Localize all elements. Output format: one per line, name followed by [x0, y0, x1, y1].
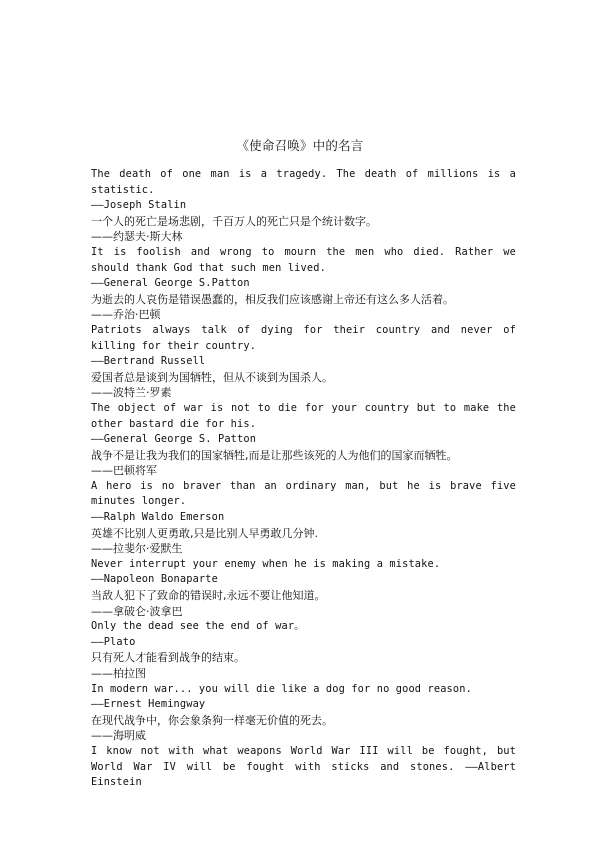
quote-line: The death of one man is a tragedy. The death of millions is a statistic.	[91, 168, 523, 196]
quote-line: ——Ralph Waldo Emerson	[91, 511, 225, 524]
quote-line: Only the dead see the end of war。	[91, 620, 305, 633]
quote-line: ——General George S.Patton	[91, 277, 250, 290]
quote-line: ——拿破仑·波拿巴	[91, 604, 183, 618]
quote-line: ——乔治·巴顿	[91, 308, 161, 322]
quote-line: 战争不是让我为我们的国家牺牲,而是让那些该死的人为他们的国家而牺牲。	[91, 448, 458, 462]
quote-line: 只有死人才能看到战争的结束。	[91, 651, 245, 665]
quote-line: It is foolish and wrong to mourn the men who died. Rather we should thank God that such men lived.	[91, 245, 523, 274]
quote-line: The object of war is not to die for your country but to make the other bastard die for his.	[91, 401, 523, 430]
quote-line: ——波特兰·罗素	[91, 386, 172, 400]
quote-line: ——Plato	[91, 635, 136, 648]
quote-line: ——Bertrand Russell	[91, 355, 206, 368]
quote-line: A hero is no braver than an ordinary man, but he is brave five minutes longer.	[91, 479, 523, 508]
page-title: 《使命召唤》中的名言	[236, 138, 364, 153]
quote-line: ——General George S. Patton	[91, 433, 257, 446]
quote-line: 一个人的死亡是场悲剧，千百万人的死亡只是个统计数字。	[91, 214, 377, 228]
quote-line: ——约瑟夫·斯大林	[91, 230, 183, 244]
quote-line: 为逝去的人哀伤是错误愚蠢的，相反我们应该感谢上帝还有这么多人活着。	[91, 292, 454, 306]
quote-line: ——柏拉图	[91, 667, 146, 680]
quote-line: 在现代战争中，你会象条狗一样毫无价值的死去。	[91, 713, 333, 727]
quote-line: ——拉斐尔·爱默生	[91, 542, 183, 556]
quote-line: 英雄不比别人更勇敢,只是比别人早勇敢几分钟.	[91, 526, 318, 540]
quote-line: ——海明威	[91, 729, 146, 743]
quote-line: Never interrupt your enemy when he is making a mistake.	[91, 557, 441, 570]
quote-line: ——巴顿将军	[91, 464, 157, 478]
quote-line: ——Napoleon Bonaparte	[91, 573, 218, 586]
quote-line: 当敌人犯下了致命的错误时,永远不要让他知道。	[91, 589, 326, 603]
quote-line: 爱国者总是谈到为国牺牲，但从不谈到为国杀人。	[91, 370, 333, 384]
quote-line: ——Joseph Stalin	[91, 199, 187, 212]
quote-line: ——Ernest Hemingway	[91, 698, 206, 711]
quote-line: I know not with what weapons World War III will be fought, but World War IV will be fought with sticks and stones. ——Albert Einstein	[91, 744, 523, 789]
quote-line: Patriots always talk of dying for their country and never of killing for their country.	[91, 323, 523, 352]
quote-line: In modern war... you will die like a dog for no good reason.	[91, 682, 472, 695]
quotes-body	[91, 167, 523, 791]
